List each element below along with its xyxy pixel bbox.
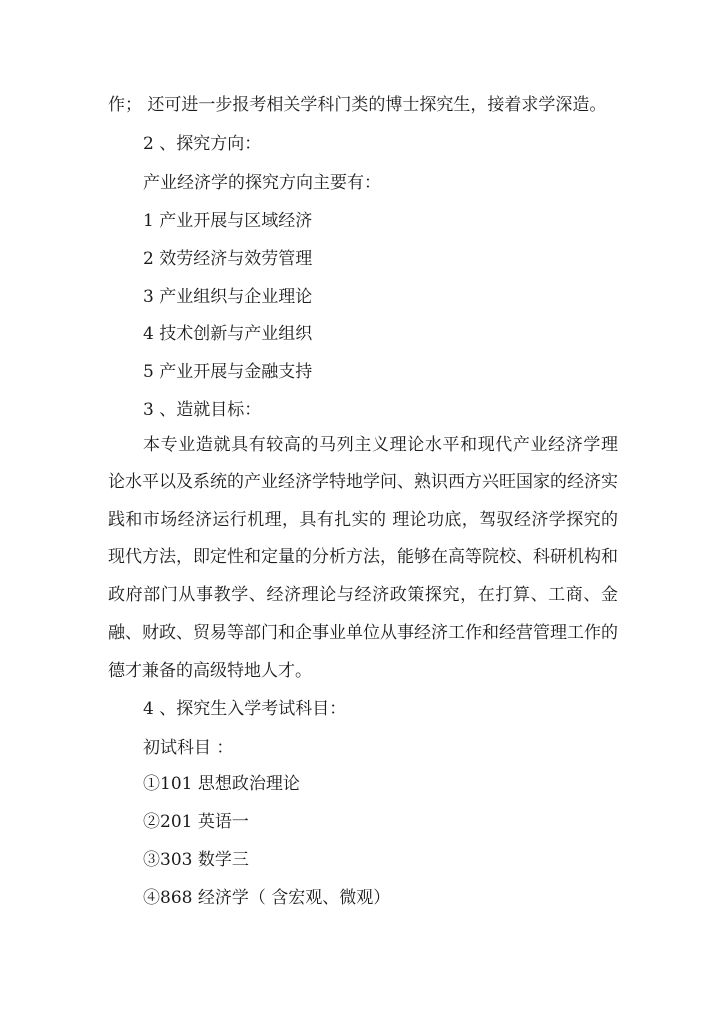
paragraph-line-4: 现代方法，即定性和定量的分析方法，能够在高等院校、科研机构和 [108,547,618,567]
direction-item-5: 5 产业开展与金融支持 [143,362,313,382]
continued-text-line: 作； 还可进一步报考相关学科门类的博士探究生，接着求学深造。 [108,95,607,115]
exam-item-2: ②201 英语一 [143,812,249,832]
paragraph-line-2: 论水平以及系统的产业经济学特地学问、熟识西方兴旺国家的经济实 [108,472,618,492]
section-heading-2: 2 、探究方向： [143,134,262,154]
paragraph-line-1: 本专业造就具有较高的马列主义理论水平和现代产业经济学理 [143,435,618,455]
direction-item-4: 4 技术创新与产业组织 [143,324,313,344]
exam-label: 初试科目 ： [143,738,234,758]
section-heading-4: 4 、探究生入学考试科目： [143,699,347,719]
paragraph-line-6: 融、财政、贸易等部门和企事业单位从事经济工作和经营管理工作的 [108,623,618,643]
paragraph-line-5: 政府部门从事教学、经济理论与经济政策探究，在打算、工商、金 [108,585,618,605]
direction-item-1: 1 产业开展与区域经济 [143,211,313,231]
exam-item-3: ③303 数学三 [143,850,249,870]
paragraph-line-7: 德才兼备的高级特地人才。 [108,661,312,681]
exam-item-1: ①101 思想政治理论 [143,774,300,794]
direction-item-2: 2 效劳经济与效劳管理 [143,249,313,269]
research-directions-intro: 产业经济学的探究方向主要有： [143,173,381,193]
exam-item-4: ④868 经济学（ 含宏观、微观） [143,888,391,908]
paragraph-line-3: 践和市场经济运行机理，具有扎实的 理论功底，驾驭经济学探究的 [108,510,618,530]
section-heading-3: 3 、造就目标： [143,400,262,420]
direction-item-3: 3 产业组织与企业理论 [143,287,313,307]
